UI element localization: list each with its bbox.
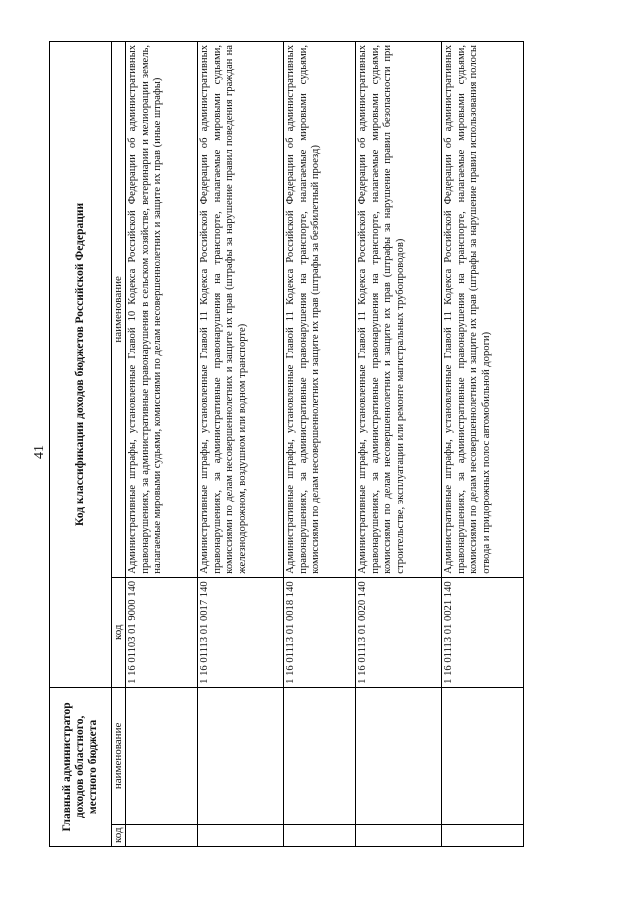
budget-codes-table: [49, 41, 524, 847]
subheader-class-name: наименование: [112, 42, 126, 578]
table-row: [284, 42, 356, 847]
rotated-table-container: [49, 41, 524, 847]
admin-code-cell: [198, 824, 284, 846]
admin-code-cell: [442, 824, 524, 846]
admin-code-cell: [284, 824, 356, 846]
subheader-admin-name: наименование: [112, 687, 126, 824]
header-classification-code: Код классификации доходов бюджетов Российской Федерации: [50, 42, 112, 688]
class-name-cell: Административные штрафы, установленные Главой 10 Кодекса Российской Федерации об административных правонарушениях, за административные правонарушения в сельском хозяйстве, ветеринарии и мелиорации земель, налагаемые мировыми судьями, комиссиями по делам несовершеннолетних и защите их прав (иные штрафы): [126, 42, 198, 578]
admin-name-cell: [442, 687, 524, 824]
admin-name-cell: [284, 687, 356, 824]
admin-name-cell: [356, 687, 442, 824]
subheader-admin-code: код: [112, 824, 126, 846]
class-code-cell: 1 16 01113 01 0017 140: [198, 577, 284, 687]
admin-name-cell: [126, 687, 198, 824]
class-code-cell: 1 16 01113 01 0020 140: [356, 577, 442, 687]
table-row: [356, 42, 442, 847]
header-chief-administrator: Главный администратор доходов областного, местного бюджета: [50, 687, 112, 846]
class-name-cell: Административные штрафы, установленные Главой 11 Кодекса Российской Федерации об административных правонарушениях, за административные правонарушения на транспорте, налагаемые мировыми судьями, комиссиями по делам несовершеннолетних и защите их прав (штрафы за безбилетный проезд): [284, 42, 356, 578]
admin-name-cell: [198, 687, 284, 824]
admin-code-cell: [356, 824, 442, 846]
class-name-cell: Административные штрафы, установленные Главой 11 Кодекса Российской Федерации об административных правонарушениях, за административные правонарушения на транспорте, налагаемые мировыми судьями, комиссиями по делам несовершеннолетних и защите их прав (штрафы за нарушение правил использования полосы отвода и придорожных полос автомобильной дороги): [442, 42, 524, 578]
admin-code-cell: [126, 824, 198, 846]
class-code-cell: 1 16 01113 01 0021 140: [442, 577, 524, 687]
class-code-cell: 1 16 01103 01 9000 140: [126, 577, 198, 687]
table-row: [198, 42, 284, 847]
table-row: [126, 42, 198, 847]
page-number: 41: [32, 445, 47, 459]
class-code-cell: 1 16 01113 01 0018 140: [284, 577, 356, 687]
class-name-cell: Административные штрафы, установленные Главой 11 Кодекса Российской Федерации об административных правонарушениях, за административные правонарушения на транспорте, налагаемые мировыми судьями, комиссиями по делам несовершеннолетних и защите их прав (штрафы за нарушение правил поведения граждан на железнодорожном, воздушном или водном транспорте): [198, 42, 284, 578]
class-name-cell: Административные штрафы, установленные Главой 11 Кодекса Российской Федерации об административных правонарушениях, за административные правонарушения на транспорте, налагаемые мировыми судьями, комиссиями по делам несовершеннолетних и защите их прав (штрафы за нарушение правил безопасности при строительстве, эксплуатации или ремонте магистральных трубопроводов): [356, 42, 442, 578]
table-row: [442, 42, 524, 847]
subheader-class-code: код: [112, 577, 126, 687]
